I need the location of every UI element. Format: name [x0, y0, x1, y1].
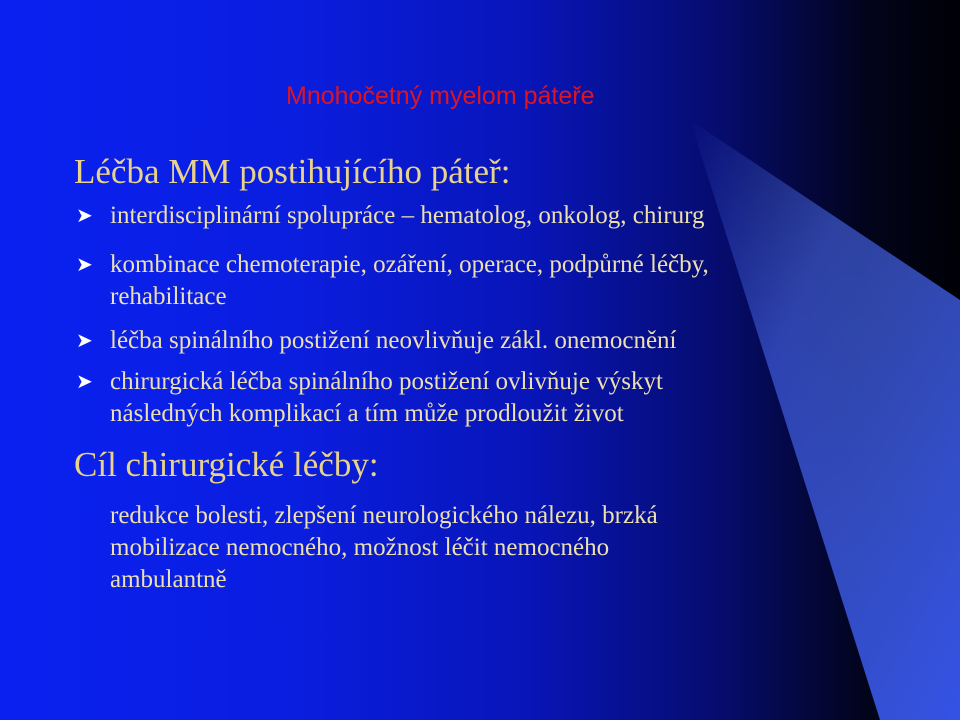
section-title-treatment: Léčba MM postihujícího páteř: [74, 152, 511, 191]
list-item: interdisciplinární spolupráce – hematolog, onkolog, chirurg [110, 202, 705, 229]
list-item: kombinace chemoterapie, ozáření, operace, podpůrné léčby, rehabilitace [110, 251, 709, 310]
list-item: chirurgická léčba spinálního postižení ovlivňuje výskyt následných komplikací a tím může prodloužit život [110, 368, 663, 427]
list-item: léčba spinálního postižení neovlivňuje zákl. onemocnění [110, 327, 677, 354]
arrowhead-bullet-icon: ➤ [76, 330, 93, 352]
arrowhead-bullet-icon: ➤ [76, 254, 93, 276]
section-title-goal: Cíl chirurgické léčby: [74, 445, 379, 484]
arrowhead-bullet-icon: ➤ [76, 371, 93, 393]
arrowhead-bullet-icon: ➤ [76, 205, 93, 227]
slide-header: Mnohočetný myelom páteře [286, 82, 595, 110]
goal-text: redukce bolesti, zlepšení neurologického nálezu, brzká mobilizace nemocného, možnost léčit nemocného ambulantně [110, 502, 658, 593]
